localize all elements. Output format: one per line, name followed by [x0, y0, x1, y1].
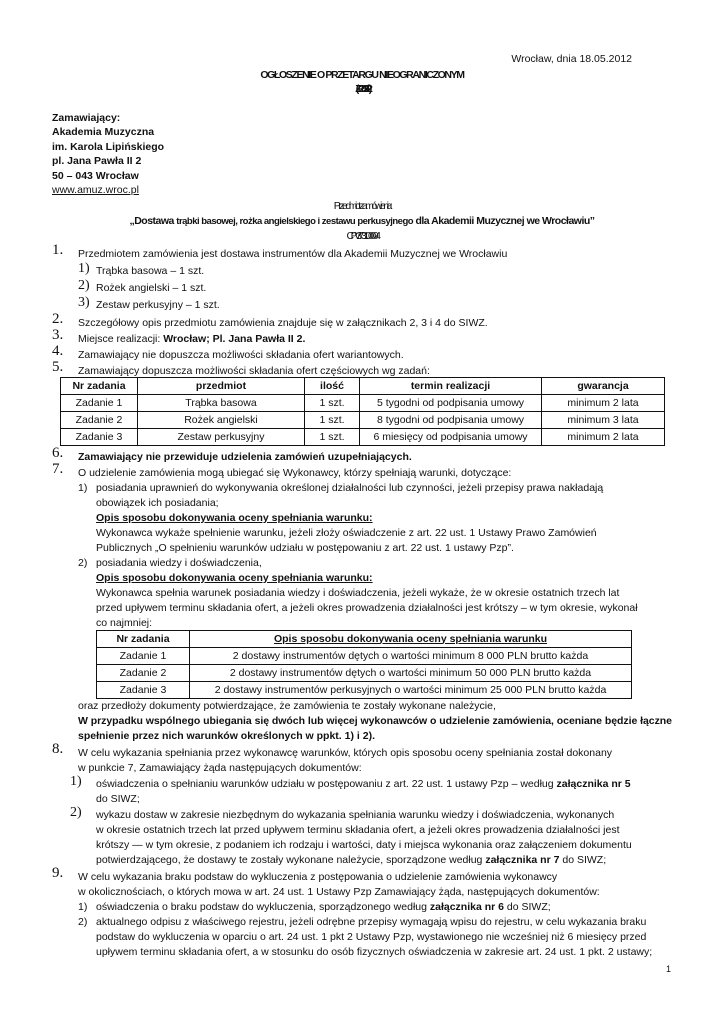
document-text: potwierdzającego, że dostawy te zostały wykonane należycie, sporządzone według załącznika nr 7 do SIWZ; [96, 854, 607, 866]
condition-text: obowiązek ich posiadania; [96, 497, 219, 509]
table-cell: 5 tygodni od podpisania umowy [360, 395, 542, 412]
condition-text: posiadania uprawnień do wykonywania określonej działalności lub czynności, jeżeli przepisy prawa nakładają [96, 482, 604, 494]
table-cell: minimum 3 lata [542, 412, 665, 429]
condition-text: Wykonawca wykaże spełnienie warunku, jeżeli złoży oświadczenie z art. 22 ust. 1 Ustawy Prawo Zamówień [96, 527, 597, 539]
item-text: w okolicznościach, o których mowa w art. 24 ust. 1 Ustawy Pzp Zamawiający żąda, następujących dokumentów: [78, 886, 600, 898]
table-cell: Zadanie 3 [97, 682, 190, 699]
condition-text: posiadania wiedzy i doświadczenia, [96, 557, 262, 569]
item-text: Zamawiający nie przewiduje udzielenia zamówień uzupełniających. [78, 451, 412, 463]
condition-heading: Opis sposobu dokonywania oceny spełniania warunku: [96, 512, 373, 524]
item-number: 2. [52, 311, 64, 327]
document-text: w okresie ostatnich trzech lat przed upływem terminu składania ofert, a jeżeli okres prowadzenia działalności jest [96, 824, 620, 836]
table-cell: Zadanie 3 [61, 429, 138, 446]
item-text: W celu wykazania spełniania przez wykonawcę warunków, których opis sposobu oceny spełniania został dokonany [78, 747, 613, 759]
table-cell: Trąbka basowa [138, 395, 305, 412]
document-number: 1) [70, 774, 82, 789]
table-cell: minimum 2 lata [542, 395, 665, 412]
buyer-street: pl. Jana Pawła II 2 [52, 155, 142, 167]
document-text: upływem terminu składania ofert, a w stosunku do osób fizycznych oświadczenia w zakresie art. 24 ust. 1 pkt. 2 ustawy; [96, 946, 653, 958]
table-cell: 8 tygodni od podpisania umowy [360, 412, 542, 429]
item-text: Zamawiający nie dopuszcza możliwości składania ofert wariantowych. [78, 349, 404, 361]
document-text: aktualnego odpisu z właściwego rejestru, jeżeli odrębne przepisy wymagają wpisu do rejestru, w celu wykazania braku [96, 916, 647, 928]
item-text: w punkcie 7, Zamawiający żąda następujących dokumentów: [78, 762, 362, 774]
column-header: ilość [305, 378, 360, 395]
item-number: 9. [52, 865, 64, 881]
table-row [97, 648, 632, 665]
table-row [97, 665, 632, 682]
item-text: Zamawiający dopuszcza możliwości składania ofert częściowych wg zadań: [78, 365, 430, 377]
document-number: 2) [70, 805, 82, 820]
subitem-text: Zestaw perkusyjny – 1 szt. [96, 299, 220, 311]
document-text: podstaw do wykluczenia w oparciu o art. 24 ust. 1 pkt 2 Ustawy Pzp, wystawionego nie wcześniej niż 6 miesięcy przed [96, 931, 647, 943]
table-row [97, 682, 632, 699]
subject-title: „Dostawa trąbki basowej, rożka angielskiego i zestawu perkusyjnego dla Akademii Muzycznej we Wrocławiu” [129, 215, 595, 227]
table-cell: 2 dostawy instrumentów dętych o wartości minimum 8 000 PLN brutto każda [190, 648, 632, 665]
column-header: gwarancja [542, 378, 665, 395]
document-text: wykazu dostaw w zakresie niezbędnym do wykazania spełniania warunku wiedzy i doświadczenia, wykonanych [96, 809, 615, 821]
document-text: oświadczenia o spełnianiu warunków udziału w postępowaniu z art. 22 ust. 1 ustawy Pzp – według załącznika nr 5 [96, 778, 631, 790]
item-number: 1. [52, 242, 64, 258]
document-text: krótszy — w tym okresie, z podaniem ich rodzaju i wartości, daty i miejsca wykonania oraz załączeniem dokumentu [96, 839, 632, 851]
buyer-website-link[interactable]: www.amuz.wroc.pl [52, 184, 139, 196]
notice-title: OGŁOSZENIE O PRZETARGU NIEOGRANICZONYM [260, 69, 464, 81]
condition-text: Wykonawca spełnia warunek posiadania wiedzy i doświadczenia, jeżeli wykaże, że w okresie ostatnich trzech lat [96, 587, 620, 599]
condition-number: 2) [78, 557, 88, 569]
item-number: 4. [52, 343, 64, 359]
subject-heading: Przedmiot zamówienia: [333, 200, 391, 212]
condition-text: co najmniej: [96, 617, 153, 629]
paragraph-text: oraz przedłoży dokumenty potwierdzające, że zamówienia te zostały wykonane należycie, [78, 700, 496, 712]
table-cell: 1 szt. [305, 412, 360, 429]
condition-text: Publicznych „O spełnieniu warunków udziału w postępowaniu z art. 22 ust. 1 ustawy Pzp”. [96, 542, 514, 554]
table-header-row [97, 631, 632, 648]
tasks-table [60, 377, 665, 446]
document-text: oświadczenia o braku podstaw do wykluczenia, sporządzonego według załącznika nr 6 do SIWZ; [96, 901, 551, 913]
table-header-row [61, 378, 665, 395]
table-cell: 2 dostawy instrumentów dętych o wartości minimum 50 000 PLN brutto każda [190, 665, 632, 682]
item-text: O udzielenie zamówienia mogą ubiegać się Wykonawcy, którzy spełniają warunki, dotyczące: [78, 467, 512, 479]
table-cell: Zadanie 2 [61, 412, 138, 429]
column-header: przedmiot [138, 378, 305, 395]
table-cell: minimum 2 lata [542, 429, 665, 446]
buyer-name: Akademia Muzyczna [52, 126, 155, 138]
item-number: 3. [52, 327, 64, 343]
table-cell: 1 szt. [305, 429, 360, 446]
condition-heading: Opis sposobu dokonywania oceny spełniania warunku: [96, 572, 373, 584]
notice-reference: (ZP 262-6/12) [355, 83, 369, 95]
item-number: 5. [52, 359, 64, 375]
document-text: do SIWZ; [96, 793, 140, 805]
table-cell: Rożek angielski [138, 412, 305, 429]
paragraph-text: spełnienie przez nich warunków określonych w ppkt. 1) i 2). [78, 730, 375, 742]
buyer-patron: im. Karola Lipińskiego [52, 141, 165, 153]
table-cell: 1 szt. [305, 395, 360, 412]
buyer-label: Zamawiający: [52, 112, 121, 124]
table-row [61, 395, 665, 412]
place-date: Wrocław, dnia 18.05.2012 [511, 53, 632, 65]
item-number: 7. [52, 461, 64, 477]
item-number: 8. [52, 741, 64, 757]
cpv-code: CPV: 37310000-4 [346, 230, 378, 242]
column-header: Opis sposobu dokonywania oceny spełniania warunku [190, 631, 632, 648]
document-number: 1) [78, 901, 88, 913]
document-number: 2) [78, 916, 88, 928]
paragraph-text: W przypadku wspólnego ubiegania się dwóch lub więcej wykonawców o udzielenie zamówienia, oceniane będzie łączne [78, 715, 672, 727]
table-cell: Zestaw perkusyjny [138, 429, 305, 446]
table-cell: Zadanie 1 [61, 395, 138, 412]
table-cell: Zadanie 2 [97, 665, 190, 682]
subitem-number: 2) [78, 278, 90, 293]
subitem-text: Trąbka basowa – 1 szt. [96, 265, 205, 277]
condition-number: 1) [78, 482, 88, 494]
table-cell: Zadanie 1 [97, 648, 190, 665]
table-row [61, 412, 665, 429]
condition-text: przed upływem terminu składania ofert, a jeżeli okres prowadzenia działalności jest krótszy – w tym okresie, wykonał [96, 602, 638, 614]
column-header: Nr zadania [61, 378, 138, 395]
subitem-number: 3) [78, 295, 90, 310]
item-number: 6. [52, 445, 64, 461]
column-header: termin realizacji [360, 378, 542, 395]
experience-table [96, 630, 632, 699]
item-text: Miejsce realizacji: Wrocław; Pl. Jana Pawła II 2. [78, 333, 306, 345]
table-row [61, 429, 665, 446]
page-number: 1 [666, 964, 672, 974]
buyer-postcode: 50 – 043 Wrocław [52, 170, 139, 182]
item-text: Szczegółowy opis przedmiotu zamówienia znajduje się w załącznikach 2, 3 i 4 do SIWZ. [78, 317, 488, 329]
subitem-text: Rożek angielski – 1 szt. [96, 282, 207, 294]
item-text: Przedmiotem zamówienia jest dostawa instrumentów dla Akademii Muzycznej we Wrocławiu [78, 248, 508, 260]
table-cell: 6 miesięcy od podpisania umowy [360, 429, 542, 446]
subitem-number: 1) [78, 261, 90, 276]
column-header: Nr zadania [97, 631, 190, 648]
table-cell: 2 dostawy instrumentów perkusyjnych o wartości minimum 25 000 PLN brutto każda [190, 682, 632, 699]
item-text: W celu wykazania braku podstaw do wykluczenia z postępowania o udzielenie zamówienia wykonawcy [78, 871, 558, 883]
